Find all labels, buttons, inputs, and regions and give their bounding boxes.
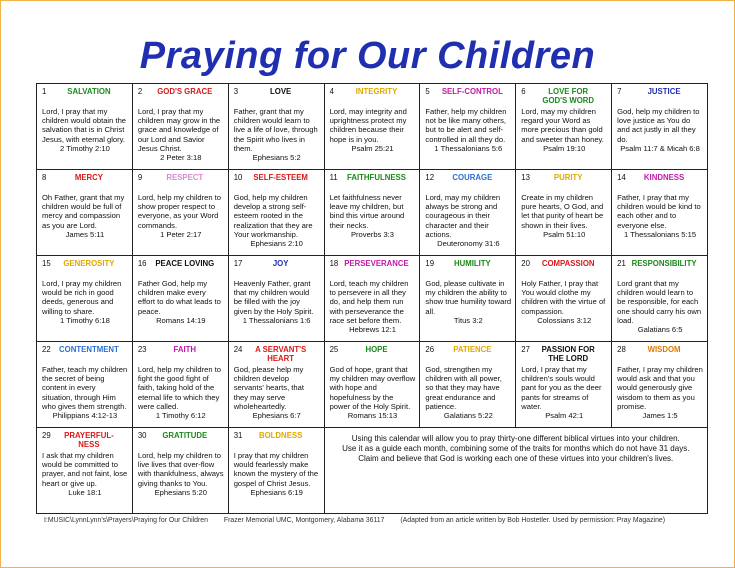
- day-cell: [37, 170, 133, 256]
- usage-note-line: Using this calendar will allow you to pray thirty-one different biblical virtues into your children.: [351, 434, 680, 443]
- virtue-name: WISDOM: [647, 345, 681, 354]
- day-cell: [229, 342, 325, 428]
- day-number: 4: [329, 87, 334, 96]
- day-cell: [420, 342, 516, 428]
- day-header: [617, 259, 703, 279]
- day-number: 21: [617, 259, 626, 268]
- day-header: [42, 173, 128, 193]
- day-number: 23: [137, 345, 147, 354]
- prayer-text: I pray that my children would fearlessly make known the mystery of the gospel of Christ Jesus.: [233, 451, 319, 488]
- day-number: 24: [233, 345, 243, 354]
- virtue-name: SELF-CONTROL: [441, 87, 503, 96]
- usage-note-line: Claim and believe that God is working each one of these virtues into your children's lives.: [358, 454, 674, 463]
- prayer-text: God, strengthen my children with all power, so that they may have great endurance and patience.: [425, 365, 502, 411]
- scripture-reference: Psalm 11:7 & Micah 6:8: [620, 143, 700, 153]
- scripture-reference: Philippians 4:12-13: [52, 411, 118, 421]
- day-cell: [516, 170, 612, 256]
- virtue-name: COURAGE: [452, 173, 493, 182]
- day-cell: [133, 170, 229, 256]
- day-header: [138, 259, 224, 279]
- scripture-reference: Galatians 6:5: [637, 325, 683, 335]
- footer-credit: (Adapted from an article written by Bob Hostetler. Used by permission: Pray Magazine): [400, 517, 666, 524]
- day-number: 12: [425, 173, 435, 182]
- virtue-name: COMPASSION: [541, 259, 595, 268]
- scripture-reference: Deuteronomy 31:6: [437, 239, 500, 249]
- footer-file-path: I:MUSIC\LynnLynn's\Prayers\Praying for Our Children: [44, 517, 208, 524]
- day-header: [521, 345, 607, 365]
- virtue-name: PEACE LOVING: [155, 259, 215, 268]
- virtue-name: PURITY: [553, 173, 583, 182]
- day-cell: [516, 256, 612, 342]
- prayer-text: Let faithfulness never leave my children, but bind this virtue around their necks.: [329, 193, 405, 230]
- day-number: 29: [42, 431, 51, 440]
- day-header: [617, 345, 703, 365]
- day-number: 16: [137, 259, 147, 268]
- day-number: 17: [233, 259, 243, 268]
- prayer-text: Lord, may my children regard your Word as more precious than gold and sweeter than honey.: [521, 107, 604, 144]
- day-header: [234, 87, 320, 107]
- virtue-name: LOVE FOR GOD'S WORD: [542, 87, 595, 105]
- prayer-text: Father God, help my children make every effort to do what leads to peace.: [137, 279, 221, 316]
- day-header: [425, 345, 511, 365]
- scripture-reference: 2 Timothy 2:10: [60, 143, 110, 153]
- usage-note: [325, 428, 708, 514]
- day-cell: [229, 84, 325, 170]
- virtue-name: RESPONSIBILITY: [631, 259, 697, 268]
- scripture-reference: 1 Thessalonians 5:6: [434, 143, 503, 153]
- day-header: [330, 345, 416, 365]
- day-header: [138, 173, 224, 193]
- virtue-name: JUSTICE: [647, 87, 681, 96]
- day-header: [234, 173, 320, 193]
- prayer-text: Father, help my children not be like many others, but to be alert and self-controlled in all they do.: [425, 107, 507, 144]
- prayer-text: Holy Father, I pray that You would clothe my children with the virtue of compassion.: [521, 279, 606, 316]
- scripture-reference: 1 Timothy 6:18: [60, 315, 110, 325]
- day-header: [42, 431, 128, 451]
- scripture-reference: Psalm 42:1: [545, 411, 584, 421]
- prayer-text: Lord, help my children to show proper respect to everyone, as your Word commands.: [137, 193, 221, 230]
- virtue-calendar-grid: [36, 83, 708, 514]
- day-number: 22: [42, 345, 51, 354]
- virtue-name: INTEGRITY: [355, 87, 398, 96]
- day-number: 6: [521, 87, 526, 96]
- prayer-text: God, please cultivate in my children the ability to show true humility toward all.: [425, 279, 512, 316]
- day-header: [521, 259, 607, 279]
- day-number: 5: [425, 87, 430, 96]
- scripture-reference: Titus 3:2: [453, 315, 483, 325]
- day-cell: [133, 428, 229, 514]
- day-header: [330, 173, 416, 193]
- prayer-text: Lord grant that my children would learn to be responsible, for each one should carry his own load.: [617, 279, 702, 325]
- day-cell: [229, 170, 325, 256]
- day-header: [330, 87, 416, 107]
- day-cell: [325, 84, 421, 170]
- prayer-text: Lord, teach my children to persevere in all they do, and help them run with perseverance the race set before them.: [329, 279, 409, 325]
- day-number: 10: [233, 173, 243, 182]
- day-number: 8: [42, 173, 47, 182]
- day-header: [42, 259, 128, 279]
- prayer-text: Father, grant that my children would learn to live a life of love, through the Spirit who lives in them.: [233, 107, 318, 153]
- prayer-text: Lord, I pray that my children would obtain the salvation that is in Christ Jesus, with eternal glory.: [42, 107, 127, 144]
- day-header: [330, 259, 416, 279]
- scripture-reference: Ephesians 6:7: [252, 411, 301, 421]
- day-number: 3: [233, 87, 239, 96]
- virtue-name: HUMILITY: [453, 259, 491, 268]
- day-number: 30: [137, 431, 147, 440]
- prayer-text: God, help my children to love justice as You do and act justly in all they do.: [617, 107, 700, 144]
- prayer-text: Lord, I pray that my children's souls would pant for you as the deer pants for streams of water.: [521, 365, 602, 411]
- day-number: 20: [521, 259, 530, 268]
- day-cell: [420, 84, 516, 170]
- virtue-name: GENEROSITY: [63, 259, 115, 268]
- prayer-text: Lord, help my children to fight the good fight of faith, taking hold of the eternal life to which they were called.: [137, 365, 221, 411]
- day-cell: [229, 256, 325, 342]
- day-number: 31: [233, 431, 243, 440]
- day-header: [234, 431, 320, 451]
- day-header: [425, 259, 511, 279]
- virtue-name: FAITHFULNESS: [347, 173, 406, 182]
- prayer-text: Father, teach my children the secret of being content in every situation, through Him who gives them strength.: [42, 365, 128, 411]
- virtue-name: BOLDNESS: [258, 431, 303, 440]
- prayer-text: God, please help my children develop servants' hearts, that they may serve wholeheartedly.: [233, 365, 304, 411]
- day-header: [234, 345, 320, 365]
- day-cell: [37, 428, 133, 514]
- day-number: 27: [521, 345, 530, 354]
- scripture-reference: Galatians 5:22: [443, 411, 493, 421]
- virtue-name: FAITH: [173, 345, 197, 354]
- day-number: 9: [137, 173, 143, 182]
- day-cell: [133, 84, 229, 170]
- prayer-text: Father, I pray my children would ask and that you would generously give wisdom to them as you promise.: [617, 365, 703, 411]
- scripture-reference: Ephesians 5:20: [154, 487, 207, 497]
- day-number: 18: [329, 259, 339, 268]
- day-cell: [229, 428, 325, 514]
- day-cell: [37, 342, 133, 428]
- day-cell: [37, 256, 133, 342]
- day-cell: [516, 84, 612, 170]
- prayer-text: Lord, may integrity and uprightness protect my children because their hope is in you.: [329, 107, 407, 144]
- virtue-name: GRATITUDE: [162, 431, 208, 440]
- day-cell: [612, 170, 708, 256]
- scripture-reference: Romans 15:13: [347, 411, 398, 421]
- scripture-reference: James 1:5: [642, 411, 678, 421]
- day-number: 13: [521, 173, 530, 182]
- prayer-text: Lord, may my children always be strong and courageous in their character and their actions.: [425, 193, 501, 239]
- scripture-reference: Ephesians 6:19: [250, 487, 303, 497]
- day-cell: [325, 170, 421, 256]
- virtue-name: SALVATION: [67, 87, 111, 96]
- day-header: [234, 259, 320, 279]
- prayer-text: Heavenly Father, grant that my children would be filled with the joy given by the Holy Spirit.: [233, 279, 314, 316]
- scripture-reference: Ephesians 2:10: [250, 239, 303, 249]
- day-cell: [133, 256, 229, 342]
- scripture-reference: James 5:11: [65, 229, 105, 239]
- virtue-name: MERCY: [74, 173, 103, 182]
- scripture-reference: 2 Peter 3:18: [160, 153, 202, 163]
- scripture-reference: Ephesians 5:2: [252, 153, 301, 163]
- prayer-text: God of hope, grant that my children may overflow with hope and hopefulness by the power of the Holy Spirit.: [329, 365, 416, 411]
- day-header: [521, 173, 607, 193]
- scripture-reference: 1 Thessalonians 5:15: [624, 229, 697, 239]
- virtue-name: PATIENCE: [453, 345, 492, 354]
- day-header: [425, 173, 511, 193]
- scripture-reference: Psalm 19:10: [543, 143, 586, 153]
- virtue-name: PRAYERFUL-NESS: [64, 431, 114, 449]
- footer: [44, 517, 714, 524]
- prayer-text: Father, I pray that my children would be kind to each other and to everyone else.: [617, 193, 701, 230]
- scripture-reference: Colossians 3:12: [537, 315, 592, 325]
- virtue-name: GOD'S GRACE: [157, 87, 213, 96]
- prayer-text: Lord, help my children to live lives that over-flow with thankfulness, always giving thanks to You.: [137, 451, 224, 488]
- prayer-text: God, help my children develop a strong self-esteem rooted in the realization that they are Your workmanship.: [233, 193, 313, 239]
- day-number: 7: [617, 87, 622, 96]
- scripture-reference: 1 Thessalonians 1:6: [242, 315, 311, 325]
- day-number: 28: [617, 345, 626, 354]
- day-cell: [325, 256, 421, 342]
- day-cell: [612, 256, 708, 342]
- virtue-name: A SERVANT'S HEART: [255, 345, 307, 363]
- day-cell: [37, 84, 133, 170]
- prayer-text: Lord, I pray my children would be rich in good deeds, generous and willing to share.: [42, 279, 122, 316]
- day-number: 2: [137, 87, 143, 96]
- day-cell: [612, 84, 708, 170]
- day-header: [617, 87, 703, 107]
- page-title: Praying for Our Children: [139, 35, 596, 77]
- day-cell: [516, 342, 612, 428]
- footer-church: Frazer Memorial UMC, Montgomery, Alabama 36117: [223, 517, 385, 524]
- virtue-name: JOY: [272, 259, 289, 268]
- virtue-name: PASSION FOR THE LORD: [541, 345, 595, 363]
- day-cell: [420, 256, 516, 342]
- day-header: [42, 87, 128, 107]
- day-header: [521, 87, 607, 107]
- day-header: [617, 173, 703, 193]
- day-header: [138, 345, 224, 365]
- virtue-name: LOVE: [270, 87, 292, 96]
- day-cell: [420, 170, 516, 256]
- day-number: 26: [425, 345, 435, 354]
- virtue-name: HOPE: [365, 345, 388, 354]
- virtue-name: PERSEVERANCE: [344, 259, 409, 268]
- day-number: 1: [42, 87, 47, 96]
- prayer-text: Create in my children pure hearts, O God, and let that purity of heart be shown in their lives.: [521, 193, 604, 230]
- day-header: [425, 87, 511, 107]
- virtue-name: RESPECT: [166, 173, 204, 182]
- day-header: [42, 345, 128, 365]
- scripture-reference: Psalm 51:10: [543, 229, 586, 239]
- scripture-reference: Romans 14:19: [156, 315, 206, 325]
- scripture-reference: Proverbs 3:3: [350, 229, 395, 239]
- virtue-name: CONTENTMENT: [59, 345, 119, 354]
- day-number: 14: [617, 173, 626, 182]
- day-number: 11: [329, 173, 338, 182]
- day-cell: [325, 342, 421, 428]
- day-header: [138, 431, 224, 451]
- day-number: 15: [42, 259, 51, 268]
- day-cell: [612, 342, 708, 428]
- virtue-name: KINDNESS: [643, 173, 685, 182]
- scripture-reference: 1 Timothy 6:12: [155, 411, 206, 421]
- day-cell: [133, 342, 229, 428]
- prayer-text: Lord, I pray that my children may grow in the grace and knowledge of our Lord and Savior Jesus Christ.: [137, 107, 221, 153]
- scripture-reference: 1 Peter 2:17: [160, 229, 202, 239]
- prayer-text: Oh Father, grant that my children would be full of mercy and compassion as you are Lord.: [42, 193, 125, 230]
- usage-note-line: Use it as a guide each month, combining some of the traits for months which do not have 31 days.: [342, 444, 690, 453]
- day-number: 25: [329, 345, 339, 354]
- scripture-reference: Luke 18:1: [68, 487, 102, 497]
- prayer-text: I ask that my children would be committed to prayer, and not faint, lose heart or give up.: [42, 451, 128, 488]
- day-number: 19: [425, 259, 435, 268]
- virtue-name: SELF-ESTEEM: [253, 173, 308, 182]
- scripture-reference: Psalm 25:21: [351, 143, 394, 153]
- scripture-reference: Hebrews 12:1: [349, 325, 396, 335]
- day-header: [138, 87, 224, 107]
